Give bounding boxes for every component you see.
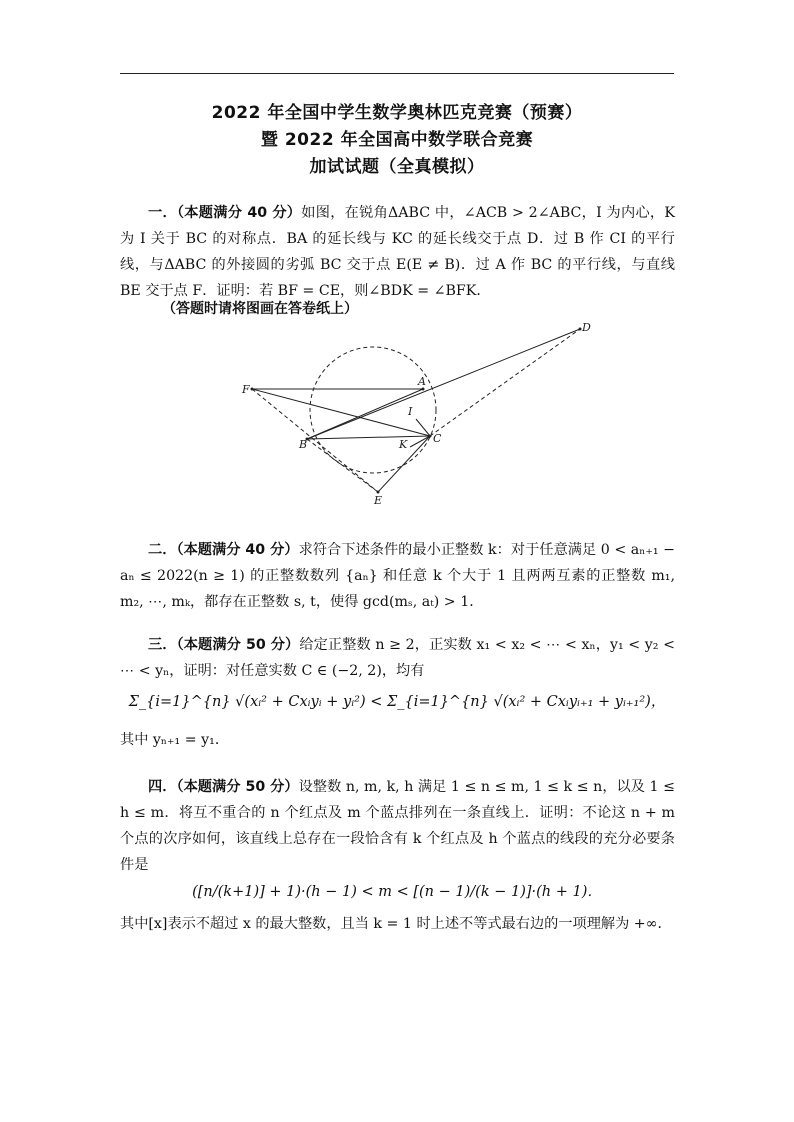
line-BD xyxy=(307,329,580,439)
line-CD xyxy=(430,329,580,436)
label-E: E xyxy=(374,494,383,507)
line-FE xyxy=(252,389,378,492)
label-A: A xyxy=(418,375,426,388)
line-CI xyxy=(416,419,430,436)
problem-2-label: 二．（本题满分 40 分） xyxy=(148,542,299,558)
problem-3-tail: 其中 yₙ₊₁ = y₁． xyxy=(120,732,230,748)
title-line-1: 2022 年全国中学生数学奥林匹克竞赛（预赛） xyxy=(211,103,583,123)
figure-note: （答题时请将图画在答卷纸上） xyxy=(162,301,358,317)
problem-3-label: 三．（本题满分 50 分） xyxy=(148,637,300,653)
label-K: K xyxy=(399,438,408,451)
label-F: F xyxy=(242,383,250,396)
problem-2-text: 求符合下述条件的最小正整数 k：对于任意满足 0 < aₙ₊₁ − aₙ ≤ 2022(n ≥ 1) 的正整数数列 {aₙ} 和任意 k 个大于 1 且两两互素的正整数 m₁, m₂, ⋯, mₖ，都存在正整数 s, t，使得 gcd(mₛ, aₜ) > 1． xyxy=(120,542,675,610)
problem-2 xyxy=(120,537,675,615)
problem-1 xyxy=(120,200,675,304)
problem-1-text: 如图，在锐角ΔABC 中，∠ACB > 2∠ABC，I 为内心，K 为 I 关于 BC 的对称点．BA 的延长线与 KC 的延长线交于点 D．过 B 作 CI 的平行线，与ΔABC 的外接圆的劣弧 BC 交于点 E(E ≠ B)．过 A 作 BC 的平行线，与直线 BE 交于点 F．证明：若 BF = CE，则∠BDK = ∠BFK． xyxy=(120,205,675,299)
problem-4-text: 设整数 n, m, k, h 满足 1 ≤ n ≤ m, 1 ≤ k ≤ n，以及 1 ≤ h ≤ m．将互不重合的 n 个红点及 m 个蓝点排列在一条直线上．证明：不论这 n + m 个点的次序如何，该直线上总存在一段恰含有 k 个红点及 h 个蓝点的线段的充分必要条件是 xyxy=(120,779,676,873)
problem-3-text: 给定正整数 n ≥ 2，正实数 x₁ < x₂ < ⋯ < xₙ，y₁ < y₂ < ⋯ < yₙ，证明：对任意实数 C ∈ (−2, 2)，均有 xyxy=(120,637,675,679)
top-rule xyxy=(120,73,674,74)
problem-4 xyxy=(120,774,675,878)
line-AB xyxy=(307,389,423,439)
problem-1-label: 一．（本题满分 40 分） xyxy=(148,205,302,221)
point-C xyxy=(429,435,432,438)
title-line-3: 加试试题（全真模拟） xyxy=(309,157,485,177)
line-CK xyxy=(410,436,430,447)
label-C: C xyxy=(433,432,442,445)
problem-4-tail: 其中[x]表示不超过 x 的最大整数，且当 k = 1 时上述不等式最右边的一项理解为 +∞． xyxy=(120,916,672,932)
line-BE xyxy=(307,439,378,492)
label-D: D xyxy=(582,321,591,334)
circumcircle xyxy=(310,347,436,473)
label-I: I xyxy=(408,405,413,418)
title-line-2: 暨 2022 年全国高中数学联合竞赛 xyxy=(260,130,534,150)
line-FC xyxy=(252,389,430,436)
problem-4-formula: ([n/(k+1)] + 1)·(h − 1) < m < [(n − 1)/(k − 1)]·(h + 1)． xyxy=(192,884,602,900)
problem-3 xyxy=(120,632,675,684)
label-B: B xyxy=(299,438,308,451)
point-F xyxy=(251,388,254,391)
line-BC xyxy=(307,436,430,439)
problem-4-label: 四．（本题满分 50 分） xyxy=(148,779,299,795)
geometry-figure xyxy=(230,315,600,510)
problem-3-formula: Σ_{i=1}^{n} √(xᵢ² + Cxᵢyᵢ + yᵢ²) < Σ_{i=1}^{n} √(xᵢ² + Cxᵢyᵢ₊₁ + yᵢ₊₁²)， xyxy=(128,694,666,710)
